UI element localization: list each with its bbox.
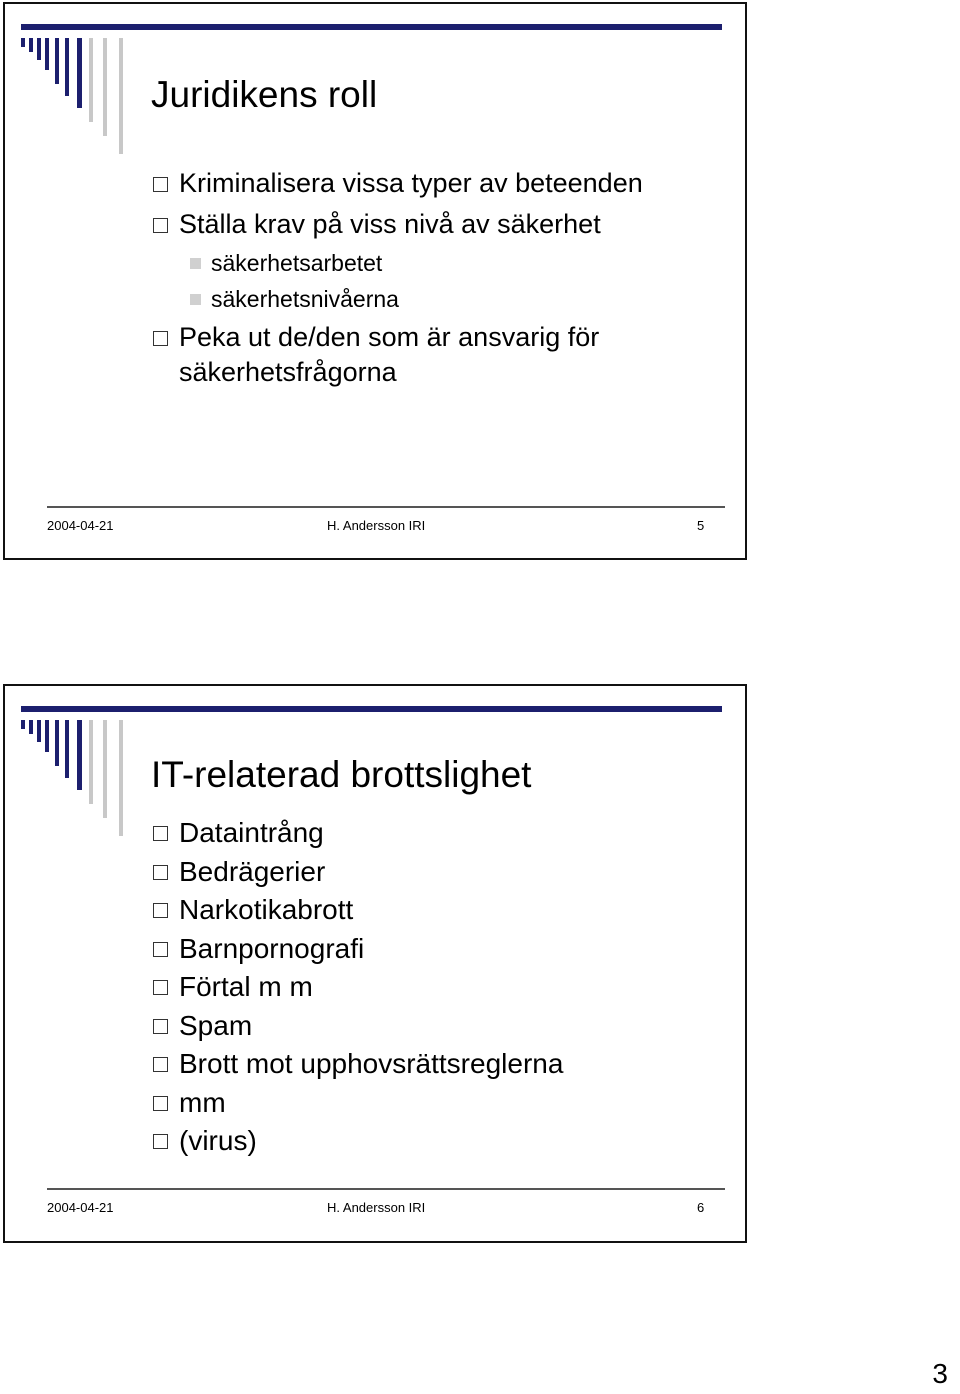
- bullet-item: Spam: [151, 1007, 563, 1046]
- slide-top-bar: [21, 706, 722, 712]
- box-bullet-icon: [153, 865, 168, 880]
- footer-slide-number: 6: [697, 1200, 705, 1215]
- footer-divider: [47, 506, 725, 508]
- footer-slide-number: 5: [697, 518, 705, 533]
- slide-top-bar: [21, 24, 722, 30]
- bullet-item: mm: [151, 1084, 563, 1123]
- slide-2: [3, 684, 747, 1243]
- footer-author: H. Andersson IRI: [327, 1200, 426, 1215]
- box-bullet-icon: [153, 1019, 168, 1034]
- bullet-item: Dataintrång: [151, 814, 563, 853]
- square-bullet-icon: [190, 294, 201, 305]
- footer-divider: [47, 1188, 725, 1190]
- footer-date: 2004-04-21: [47, 1200, 114, 1215]
- box-bullet-icon: [153, 942, 168, 957]
- bullet-list: [151, 814, 563, 1161]
- box-bullet-icon: [153, 1096, 168, 1111]
- box-bullet-icon: [153, 1057, 168, 1072]
- bullet-item: Narkotikabrott: [151, 891, 563, 930]
- bullet-item: Förtal m m: [151, 968, 563, 1007]
- slide-title: IT-relaterad brottslighet: [151, 754, 532, 795]
- box-bullet-icon: [153, 177, 168, 192]
- bullet-item: Kriminalisera vissa typer av beteenden: [151, 166, 649, 201]
- sub-bullet-item: säkerhetsarbetet: [151, 248, 649, 278]
- bullet-item: Brott mot upphovsrättsreglerna: [151, 1045, 563, 1084]
- square-bullet-icon: [190, 258, 201, 269]
- sub-bullet-item: säkerhetsnivåerna: [151, 284, 649, 314]
- document-page-number: 3: [932, 1358, 948, 1389]
- slide-decoration: [21, 720, 131, 838]
- box-bullet-icon: [153, 903, 168, 918]
- footer-date: 2004-04-21: [47, 518, 114, 533]
- slide-decoration: [21, 38, 131, 156]
- bullet-item: Barnpornografi: [151, 930, 563, 969]
- bullet-item: Ställa krav på viss nivå av säkerhet: [151, 207, 649, 242]
- box-bullet-icon: [153, 980, 168, 995]
- box-bullet-icon: [153, 331, 168, 346]
- footer-author: H. Andersson IRI: [327, 518, 426, 533]
- slide-title: Juridikens roll: [151, 74, 378, 115]
- box-bullet-icon: [153, 218, 168, 233]
- slide-1: [3, 2, 747, 560]
- bullet-item: Peka ut de/den som är ansvarig för säkerhetsfrågorna: [151, 320, 649, 390]
- box-bullet-icon: [153, 1134, 168, 1149]
- bullet-list: [151, 166, 649, 396]
- bullet-item: Bedrägerier: [151, 853, 563, 892]
- box-bullet-icon: [153, 826, 168, 841]
- bullet-item: (virus): [151, 1122, 563, 1161]
